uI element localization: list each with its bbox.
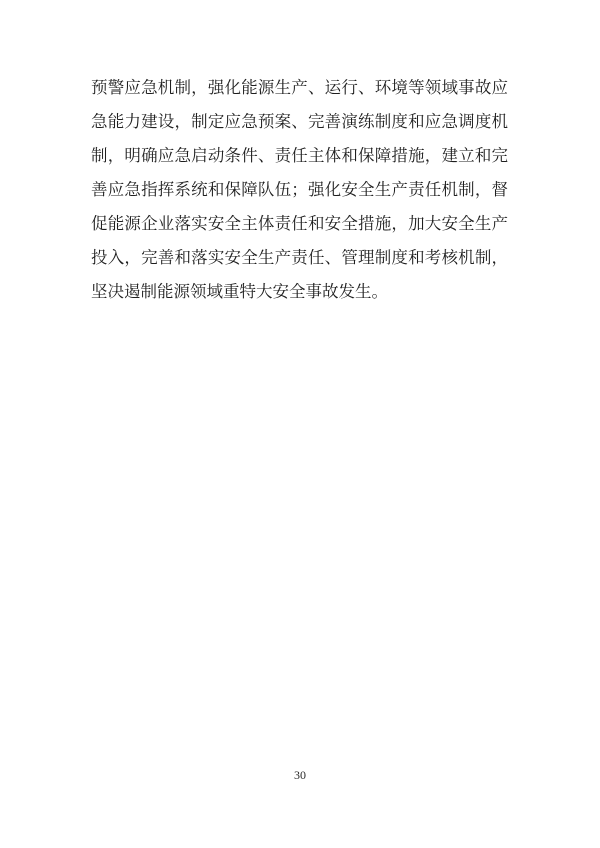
paragraph-line: 急能力建设，制定应急预案、完善演练制度和应急调度机 [91, 112, 508, 131]
paragraph-line: 制，明确应急启动条件、责任主体和保障措施，建立和完 [91, 146, 508, 165]
paragraph-line: 投入，完善和落实安全生产责任、管理制度和考核机制， [91, 248, 508, 267]
paragraph-line: 坚决遏制能源领域重特大安全事故发生。 [91, 282, 388, 301]
paragraph-line: 善应急指挥系统和保障队伍；强化安全生产责任机制，督 [91, 180, 508, 199]
paragraph-line: 预警应急机制，强化能源生产、运行、环境等领域事故应 [91, 78, 508, 97]
page-number: 30 [294, 768, 306, 782]
paragraph-line: 促能源企业落实安全主体责任和安全措施，加大安全生产 [91, 214, 508, 233]
body-paragraph [91, 71, 508, 309]
